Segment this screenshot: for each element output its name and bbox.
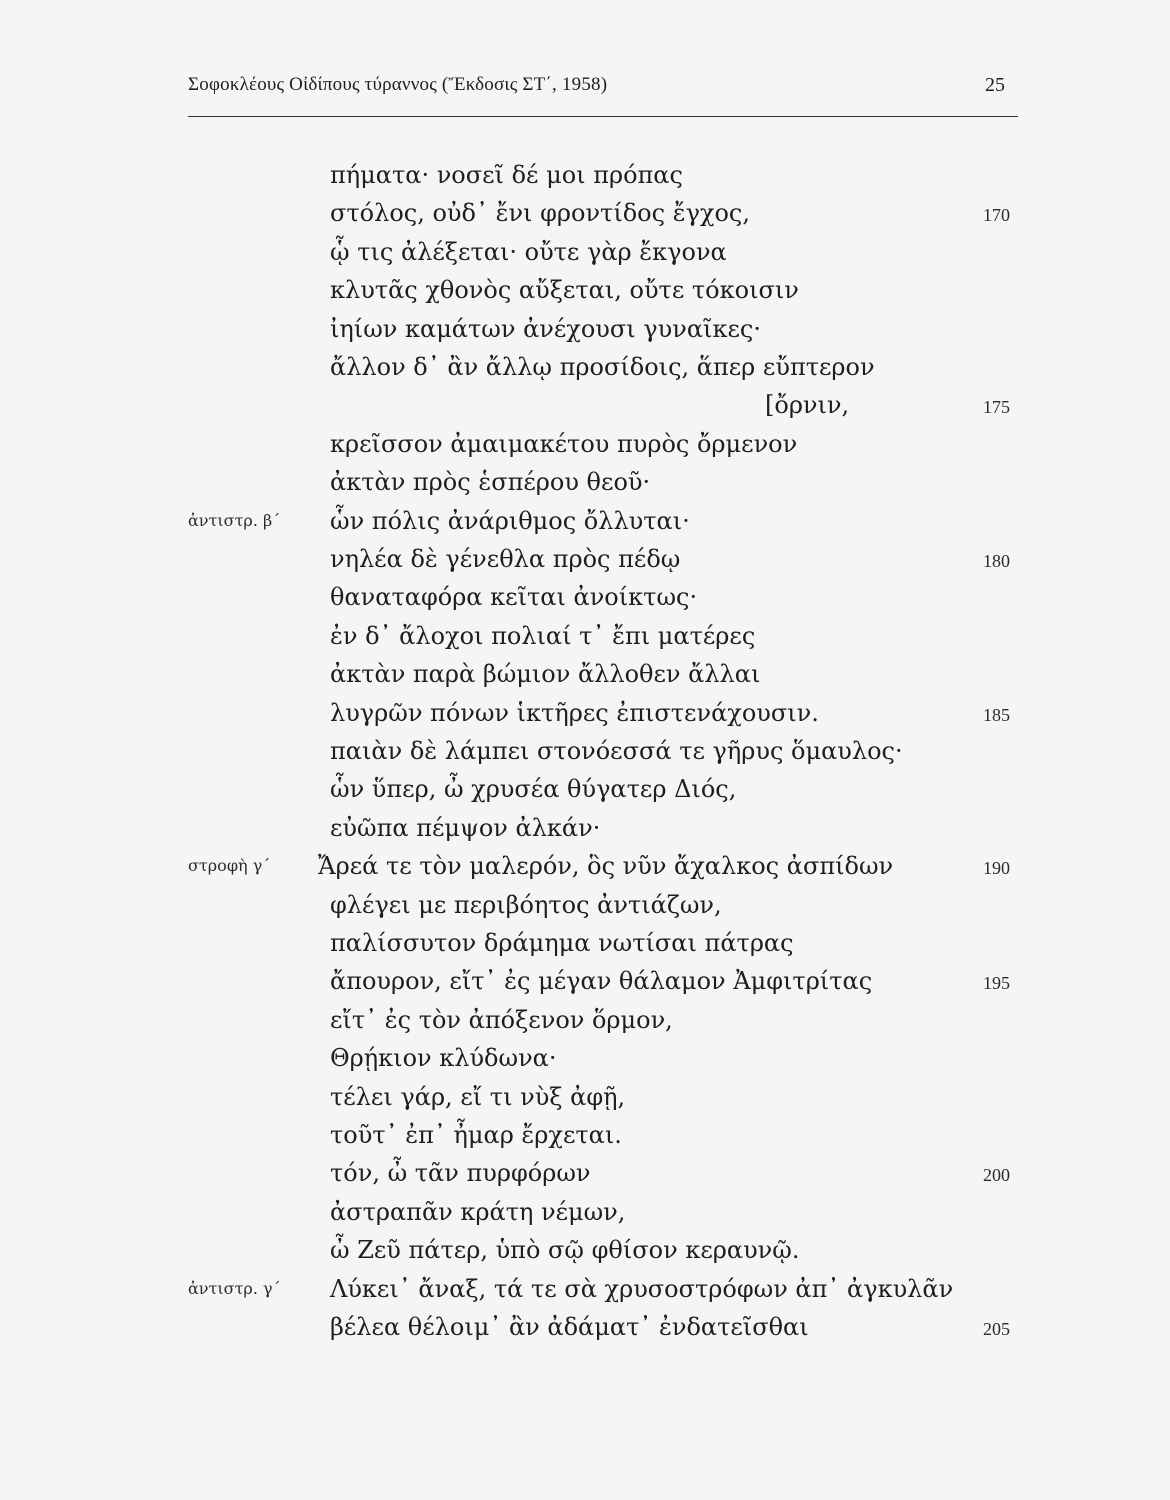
verse-text: νηλέα δὲ γένεθλα πρὸς πέδῳ	[330, 545, 681, 573]
verse-text: ἄπουρον, εἴτ᾽ ἐς μέγαν θάλαμον Ἀμφιτρίτας	[330, 967, 873, 996]
verse-text: τοῦτ᾽ ἐπ᾽ ἦμαρ ἔρχεται.	[330, 1121, 622, 1149]
line-number: 200	[983, 1165, 1010, 1186]
line-number: 180	[983, 551, 1010, 571]
verse-text: ὦ Ζεῦ πάτερ, ὑπὸ σῷ φθίσον κεραυνῷ.	[330, 1236, 800, 1265]
verse-line	[0, 925, 1170, 961]
verse-text: παιὰν δὲ λάμπει στονόεσσά τε γῆρυς ὅμαυλος·	[330, 737, 903, 765]
verse-text: ἀκτὰν παρὰ βώμιον ἄλλοθεν ἄλλαι	[330, 660, 761, 689]
verse-line	[0, 195, 1170, 231]
section-label: ἀντιστρ. β΄	[188, 510, 281, 530]
verse-text: ἄλλον δ᾽ ἂν ἄλλῳ προσίδοις, ἅπερ εὔπτερον	[330, 353, 875, 381]
line-number: 205	[983, 1319, 1010, 1339]
verse-line	[0, 733, 1170, 769]
verse-text: [ὄρνιν,	[765, 391, 850, 420]
verse-text: εὐῶπα πέμψον ἀλκάν·	[330, 813, 601, 842]
verse-line	[0, 1040, 1170, 1076]
verse-text: ὧν πόλις ἀνάριθμος ὄλλυται·	[330, 506, 690, 535]
verse-text: θαναταφόρα κεῖται ἀνοίκτως·	[330, 583, 698, 612]
section-label: ἀντιστρ. γ΄	[188, 1278, 281, 1298]
verse-line	[0, 579, 1170, 615]
verse-text: κλυτᾶς χθονὸς αὔξεται, οὔτε τόκοισιν	[330, 276, 799, 305]
verse-line	[0, 656, 1170, 692]
verse-line	[0, 771, 1170, 807]
verse-text: στόλος, οὐδ᾽ ἔνι φροντίδος ἔγχος,	[330, 199, 750, 228]
verse-line	[0, 810, 1170, 846]
verse-text: Θρῄκιον κλύδωνα·	[330, 1044, 557, 1073]
verse-line	[0, 234, 1170, 270]
verse-line	[0, 1002, 1170, 1038]
section-label: στροφὴ γ΄	[188, 856, 271, 876]
verse-text: φλέγει με περιβόητος ἀντιάζων,	[330, 890, 722, 919]
verse-text: ἀκτὰν πρὸς ἑσπέρου θεοῦ·	[330, 468, 651, 497]
verse-line	[0, 464, 1170, 500]
verse-text: λυγρῶν πόνων ἱκτῆρες ἐπιστενάχουσιν.	[330, 698, 819, 727]
verse-text: τόν, ὦ τᾶν πυρφόρων	[330, 1159, 591, 1188]
verse-line	[0, 157, 1170, 193]
verse-line	[0, 695, 1170, 731]
running-header-title: Σοφοκλέους Οἰδίπους τύραννος (Ἔκδοσις ΣΤ΄, 1958)	[188, 74, 608, 95]
verse-line	[0, 1155, 1170, 1191]
verse-line	[0, 1232, 1170, 1268]
verse-line	[0, 349, 1170, 385]
verse-line	[0, 887, 1170, 923]
verse-text: Ἄρεά τε τὸν μαλερόν, ὃς νῦν ἄχαλκος ἀσπίδων	[318, 852, 894, 881]
verse-line	[0, 426, 1170, 462]
verse-line	[0, 541, 1170, 577]
verse-line	[0, 503, 1170, 539]
verse-text: πήματα· νοσεῖ δέ μοι πρόπας	[330, 161, 683, 189]
verse-text: παλίσσυτον δράμημα νωτίσαι πάτρας	[330, 929, 794, 957]
line-number: 185	[983, 704, 1010, 725]
verse-line	[0, 1271, 1170, 1307]
verse-line	[0, 272, 1170, 308]
verse-line	[0, 848, 1170, 884]
verse-text: βέλεα θέλοιμ᾽ ἂν ἀδάματ᾽ ἐνδατεῖσθαι	[330, 1313, 809, 1341]
line-number: 195	[983, 973, 1010, 994]
verse-text: ἰηίων καμάτων ἀνέχουσι γυναῖκες·	[330, 314, 761, 343]
verse-text: ἀστραπᾶν κράτη νέμων,	[330, 1197, 626, 1226]
line-number: 190	[983, 858, 1010, 879]
verse-text: ὧν ὕπερ, ὦ χρυσέα θύγατερ Διός,	[330, 775, 737, 804]
verse-text: εἴτ᾽ ἐς τὸν ἀπόξενον ὅρμον,	[330, 1005, 673, 1034]
line-number: 175	[983, 397, 1010, 418]
verse-text: τέλει γάρ, εἴ τι νὺξ ἀφῇ,	[330, 1082, 626, 1111]
page-number: 25	[985, 74, 1005, 96]
verse-line	[0, 618, 1170, 654]
verse-line	[0, 387, 1170, 423]
verse-line	[0, 1309, 1170, 1345]
verse-text: κρεῖσσον ἀμαιμακέτου πυρὸς ὄρμενον	[330, 429, 798, 458]
verse-text: ᾧ τις ἀλέξεται· οὔτε γὰρ ἔκγονα	[330, 237, 727, 266]
verse-line	[0, 1079, 1170, 1115]
verse-line	[0, 311, 1170, 347]
verse-line	[0, 963, 1170, 999]
verse-text: ἐν δ᾽ ἄλοχοι πολιαί τ᾽ ἔπι ματέρες	[330, 621, 756, 650]
verse-text: Λύκει᾽ ἄναξ, τά τε σὰ χρυσοστρόφων ἀπ᾽ ἀγκυλᾶν	[330, 1274, 954, 1303]
verse-line	[0, 1194, 1170, 1230]
verse-line	[0, 1117, 1170, 1153]
line-number: 170	[983, 205, 1010, 226]
